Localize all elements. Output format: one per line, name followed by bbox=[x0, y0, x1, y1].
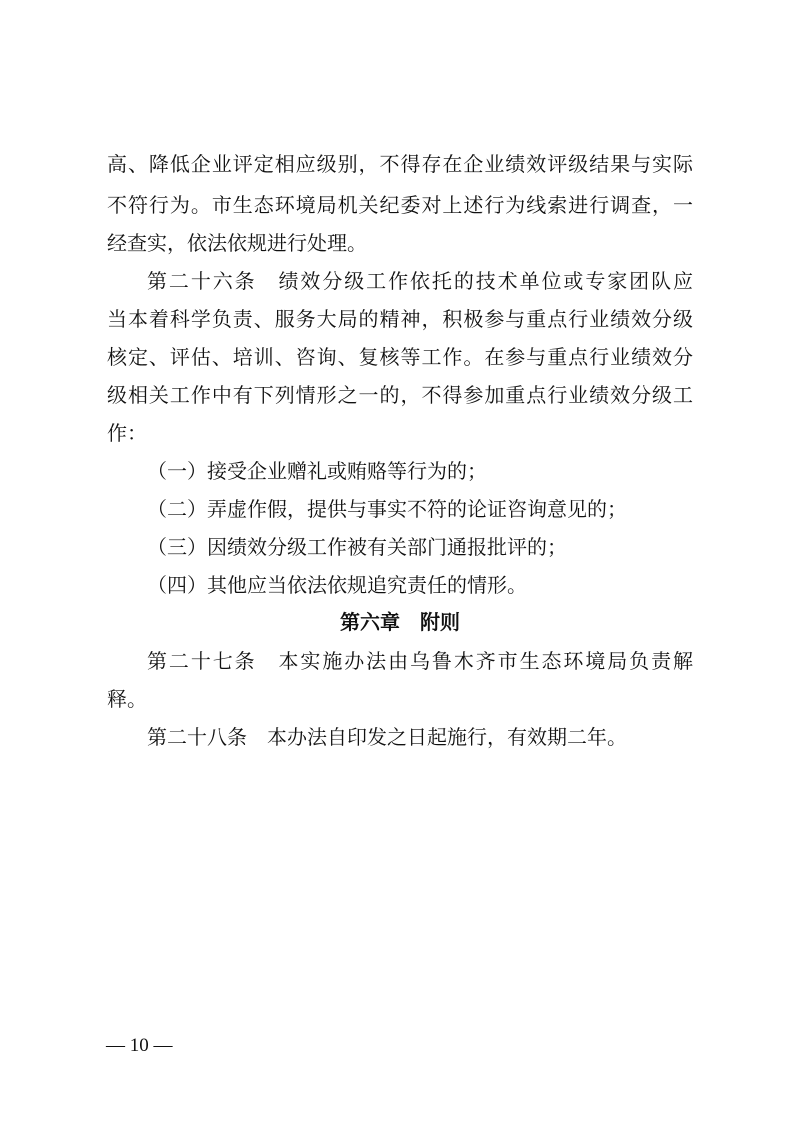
paragraph-line: 不符行为。市生态环境局机关纪委对上述行为线索进行调查，一 bbox=[107, 193, 693, 217]
page-number: — 10 — bbox=[106, 1035, 173, 1056]
list-item: （一）接受企业赠礼或贿赂等行为的； bbox=[147, 459, 487, 483]
article-26-line: 核定、评估、培训、咨询、复核等工作。在参与重点行业绩效分 bbox=[107, 345, 693, 369]
article-26-line: 作： bbox=[107, 421, 147, 445]
article-27-line: 第二十七条 本实施办法由乌鲁木齐市生态环境局负责解 bbox=[147, 649, 693, 673]
article-26-line: 当本着科学负责、服务大局的精神，积极参与重点行业绩效分级 bbox=[107, 307, 693, 331]
article-27-line: 释。 bbox=[107, 687, 147, 711]
article-26-line: 第二十六条 绩效分级工作依托的技术单位或专家团队应 bbox=[147, 269, 693, 293]
list-item: （三）因绩效分级工作被有关部门通报批评的； bbox=[147, 535, 567, 559]
paragraph-line: 高、降低企业评定相应级别，不得存在企业绩效评级结果与实际 bbox=[107, 152, 693, 176]
article-26-line: 级相关工作中有下列情形之一的，不得参加重点行业绩效分级工 bbox=[107, 383, 693, 407]
list-item: （四）其他应当依法依规追究责任的情形。 bbox=[147, 573, 527, 597]
article-28-line: 第二十八条 本办法自印发之日起施行，有效期二年。 bbox=[147, 725, 627, 749]
list-item: （二）弄虚作假，提供与事实不符的论证咨询意见的； bbox=[147, 497, 627, 521]
chapter-heading: 第六章 附则 bbox=[340, 610, 460, 634]
paragraph-line: 经查实，依法依规进行处理。 bbox=[107, 231, 367, 255]
